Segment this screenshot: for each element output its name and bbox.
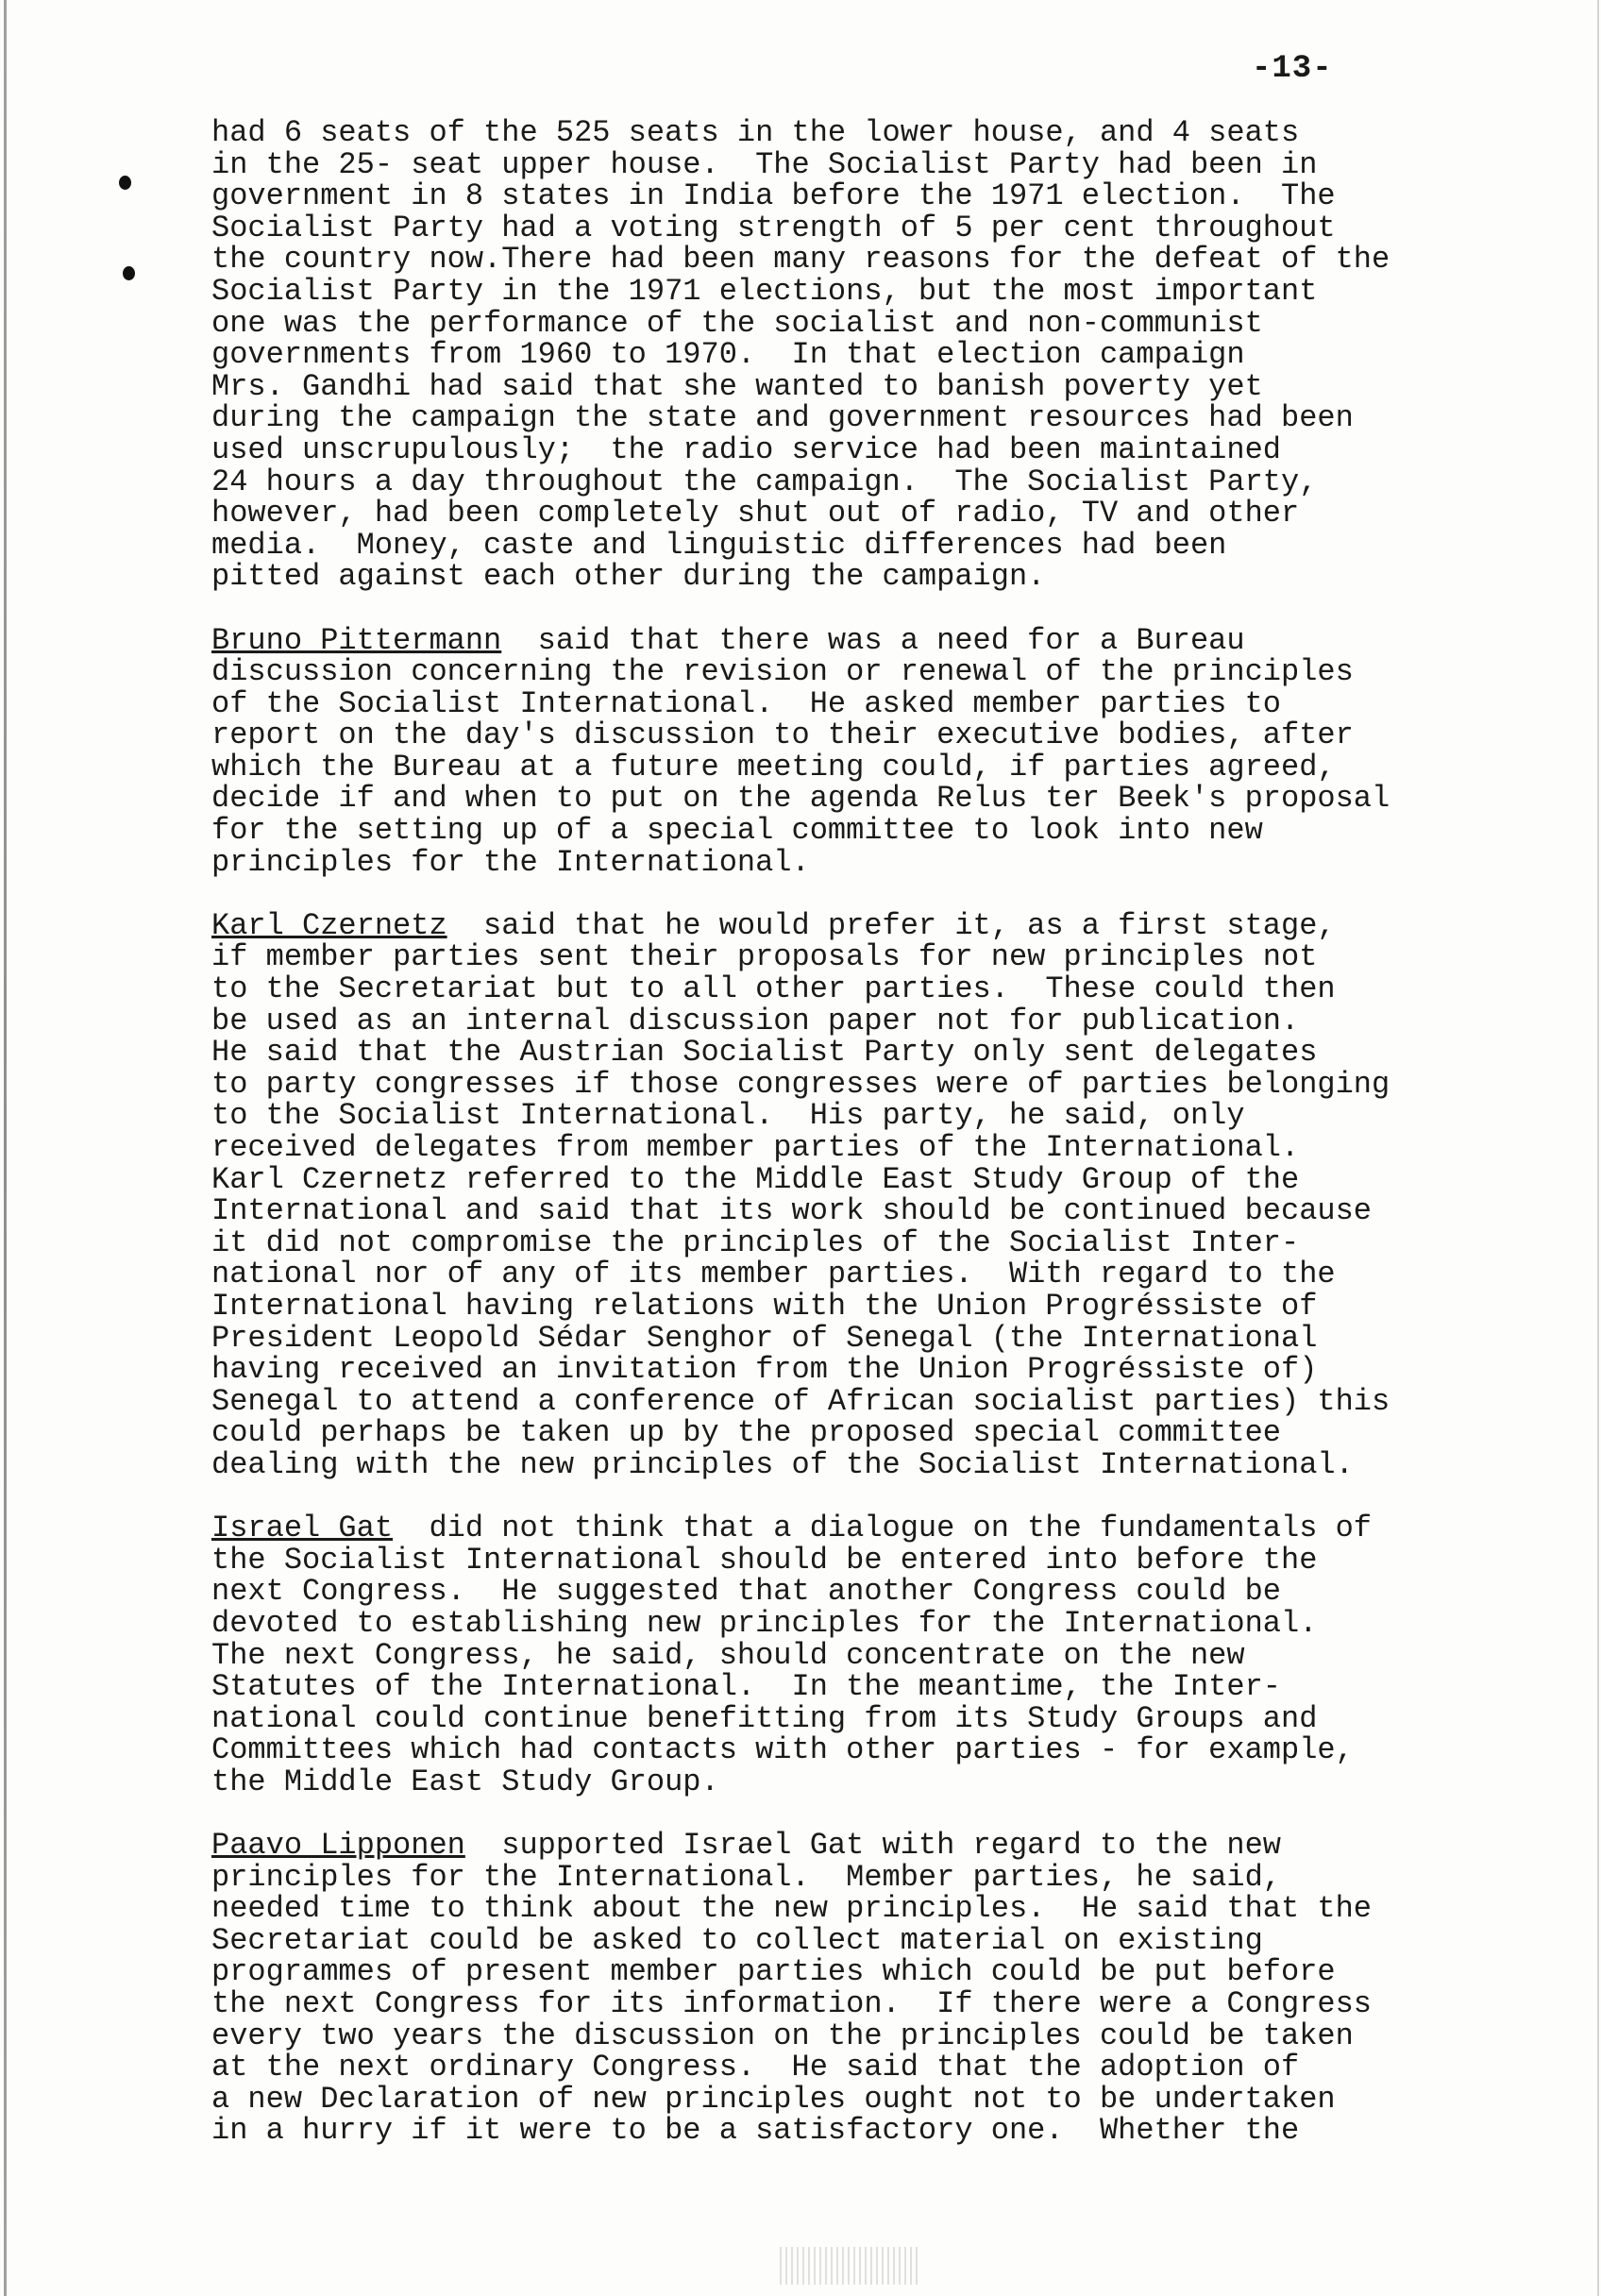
line-text: it did not compromise the principles of the Socialist Inter- — [211, 1224, 1300, 1260]
text-line — [211, 1830, 1439, 1862]
text-line — [211, 1859, 1439, 1895]
body-text — [211, 117, 1439, 2179]
line-text: Socialist Party in the 1971 elections, but the most important — [211, 273, 1318, 309]
text-line — [211, 1132, 1439, 1164]
line-text: at the next ordinary Congress. He said that the adoption of — [211, 2050, 1300, 2085]
text-line — [211, 1893, 1439, 1925]
text-line — [211, 180, 1439, 212]
page-left-edge — [4, 0, 7, 2296]
page-number: -13- — [1252, 51, 1333, 87]
line-text: government in 8 states in India before the 1971 election. The — [211, 178, 1336, 214]
text-line — [211, 2081, 1439, 2117]
line-text: every two years the discussion on the principles could be taken — [211, 2017, 1354, 2053]
text-line — [211, 244, 1439, 276]
text-line — [211, 402, 1439, 434]
line-text: one was the performance of the socialist and non-communist — [211, 305, 1263, 341]
line-text: programmes of present member parties which could be put before — [211, 1954, 1336, 1990]
line-text: The next Congress, he said, should concentrate on the new — [211, 1637, 1245, 1673]
text-line — [211, 339, 1439, 371]
text-line — [211, 498, 1439, 530]
speaker-name: Bruno Pittermann — [211, 622, 502, 658]
line-text: of the Socialist International. He asked member parties to — [211, 685, 1281, 721]
text-line — [211, 1922, 1439, 1958]
line-text: the country now.There had been many reasons for the defeat of the — [211, 242, 1390, 278]
speaker-name: Paavo Lipponen — [211, 1828, 465, 1864]
line-text: decide if and when to put on the agenda Relus ter Beek's proposal — [211, 781, 1390, 817]
line-text: a new Declaration of new principles ought not to be undertaken — [211, 2081, 1336, 2117]
text-line — [211, 1542, 1439, 1578]
line-text: used unscrupulously; the radio service had been maintained — [211, 431, 1281, 467]
text-line — [211, 1383, 1439, 1419]
paragraph — [211, 117, 1439, 593]
speaker-name: Israel Gat — [211, 1511, 394, 1546]
line-text: received delegates from member parties of the International. — [211, 1130, 1300, 1165]
line-text: Mrs. Gandhi had said that she wanted to banish poverty yet — [211, 368, 1263, 404]
text-line — [211, 1354, 1439, 1386]
line-text: 24 hours a day throughout the campaign. The Socialist Party, — [211, 464, 1318, 499]
text-line — [211, 466, 1439, 498]
text-line — [211, 368, 1439, 404]
line-text: in a hurry if it were to be a satisfactory one. Whether the — [211, 2113, 1300, 2149]
line-text: dealing with the new principles of the Socialist International. — [211, 1446, 1354, 1482]
line-text: having received an invitation from the Union Progréssiste of) — [211, 1352, 1318, 1388]
text-line — [211, 719, 1439, 751]
text-line — [211, 1956, 1439, 1988]
text-line — [211, 1100, 1439, 1132]
text-line — [211, 561, 1439, 593]
line-text: needed time to think about the new principles. He said that the — [211, 1891, 1372, 1927]
paragraph — [211, 907, 1439, 1482]
line-text: President Leopold Sédar Senghor of Senegal (the International — [211, 1320, 1318, 1356]
line-text: said that he would prefer it, as a first stage, — [447, 907, 1336, 943]
text-line — [211, 1605, 1439, 1641]
line-text: national nor of any of its member parties. With regard to the — [211, 1257, 1336, 1292]
line-text: governments from 1960 to 1970. In that election campaign — [211, 337, 1245, 373]
line-text: the next Congress for its information. If there were a Congress — [211, 1986, 1372, 2022]
paragraph — [211, 1512, 1439, 1798]
text-line — [211, 1288, 1439, 1324]
line-text: discussion concerning the revision or renewal of the principles — [211, 654, 1354, 690]
line-text: pitted against each other during the campaign. — [211, 559, 1046, 595]
paragraph — [211, 622, 1439, 880]
line-text: during the campaign the state and government resources had been — [211, 400, 1354, 436]
text-line — [211, 2017, 1439, 2053]
text-line — [211, 656, 1439, 688]
line-text: next Congress. He suggested that another Congress could be — [211, 1574, 1281, 1610]
line-text: to the Socialist International. His party, he said, only — [211, 1098, 1245, 1134]
text-line — [211, 941, 1439, 973]
text-line — [211, 305, 1439, 341]
text-line — [211, 1637, 1439, 1673]
text-line — [211, 1320, 1439, 1356]
text-line — [211, 1576, 1439, 1608]
line-text: principles for the International. Member parties, he said, — [211, 1859, 1281, 1895]
text-line — [211, 844, 1439, 880]
page-right-edge — [1597, 0, 1599, 2296]
text-line — [211, 1161, 1439, 1197]
line-text: Karl Czernetz referred to the Middle East Study Group of the — [211, 1161, 1300, 1197]
text-line — [211, 783, 1439, 815]
text-line — [211, 1512, 1439, 1545]
speaker-name: Karl Czernetz — [211, 907, 447, 943]
line-text: be used as an internal discussion paper not for publication. — [211, 1003, 1300, 1038]
line-text: however, had been completely shut out of radio, TV and other — [211, 496, 1300, 532]
text-line — [211, 1734, 1439, 1766]
paragraph — [211, 1830, 1439, 2147]
text-line — [211, 973, 1439, 1005]
text-line — [211, 1258, 1439, 1291]
line-text: principles for the International. — [211, 844, 810, 880]
line-text: report on the day's discussion to their executive bodies, after — [211, 718, 1354, 753]
line-text: He said that the Austrian Socialist Party only sent delegates — [211, 1035, 1318, 1071]
text-line — [211, 685, 1439, 721]
line-text: had 6 seats of the 525 seats in the lower house, and 4 seats — [211, 115, 1300, 150]
line-text: devoted to establishing new principles for the International. — [211, 1605, 1318, 1641]
text-line — [211, 1037, 1439, 1069]
text-line — [211, 1417, 1439, 1449]
line-text: Statutes of the International. In the meantime, the Inter- — [211, 1669, 1281, 1705]
text-line — [211, 1700, 1439, 1736]
text-line — [211, 527, 1439, 563]
line-text: Socialist Party had a voting strength of 5 per cent throughout — [211, 210, 1336, 245]
text-line — [211, 273, 1439, 309]
line-text: to the Secretariat but to all other parties. These could then — [211, 971, 1336, 1007]
text-line — [211, 1066, 1439, 1102]
text-line — [211, 117, 1439, 149]
text-line — [211, 2051, 1439, 2084]
text-line — [211, 1005, 1439, 1038]
text-line — [211, 751, 1439, 784]
line-text: if member parties sent their proposals for new principles not — [211, 939, 1318, 975]
line-text: which the Bureau at a future meeting could, if parties agreed, — [211, 749, 1336, 785]
line-text: could perhaps be taken up by the proposed special committee — [211, 1415, 1281, 1451]
scan-artifact — [780, 2247, 921, 2285]
text-line — [211, 1766, 1439, 1798]
text-line — [211, 1671, 1439, 1703]
text-line — [211, 815, 1439, 847]
line-text: Secretariat could be asked to collect material on existing — [211, 1922, 1263, 1958]
line-text: the Middle East Study Group. — [211, 1764, 719, 1799]
punch-hole-mark — [123, 266, 135, 280]
line-text: for the setting up of a special committee to look into new — [211, 813, 1263, 849]
text-line — [211, 146, 1439, 182]
line-text: supported Israel Gat with regard to the new — [464, 1828, 1281, 1864]
line-text: in the 25- seat upper house. The Socialist Party had been in — [211, 146, 1318, 182]
line-text: Committees which had contacts with other parties - for example, — [211, 1732, 1354, 1768]
text-line — [211, 907, 1439, 943]
text-line — [211, 431, 1439, 467]
line-text: did not think that a dialogue on the fundamentals of — [393, 1511, 1372, 1546]
text-line — [211, 212, 1439, 245]
line-text: said that there was a need for a Bureau — [501, 622, 1245, 658]
line-text: Senegal to attend a conference of African socialist parties) this — [211, 1383, 1390, 1419]
text-line — [211, 1988, 1439, 2020]
line-text: to party congresses if those congresses were of parties belonging — [211, 1066, 1390, 1102]
line-text: media. Money, caste and linguistic differences had been — [211, 527, 1227, 563]
line-text: the Socialist International should be entered into before the — [211, 1542, 1318, 1578]
line-text: International and said that its work should be continued because — [211, 1193, 1372, 1229]
line-text: International having relations with the Union Progréssiste of — [211, 1288, 1318, 1324]
text-line — [211, 1446, 1439, 1482]
line-text: national could continue benefitting from its Study Groups and — [211, 1700, 1318, 1736]
text-line — [211, 1195, 1439, 1227]
text-line — [211, 1224, 1439, 1260]
text-line — [211, 2115, 1439, 2147]
text-line — [211, 622, 1439, 658]
punch-hole-mark — [119, 176, 131, 190]
